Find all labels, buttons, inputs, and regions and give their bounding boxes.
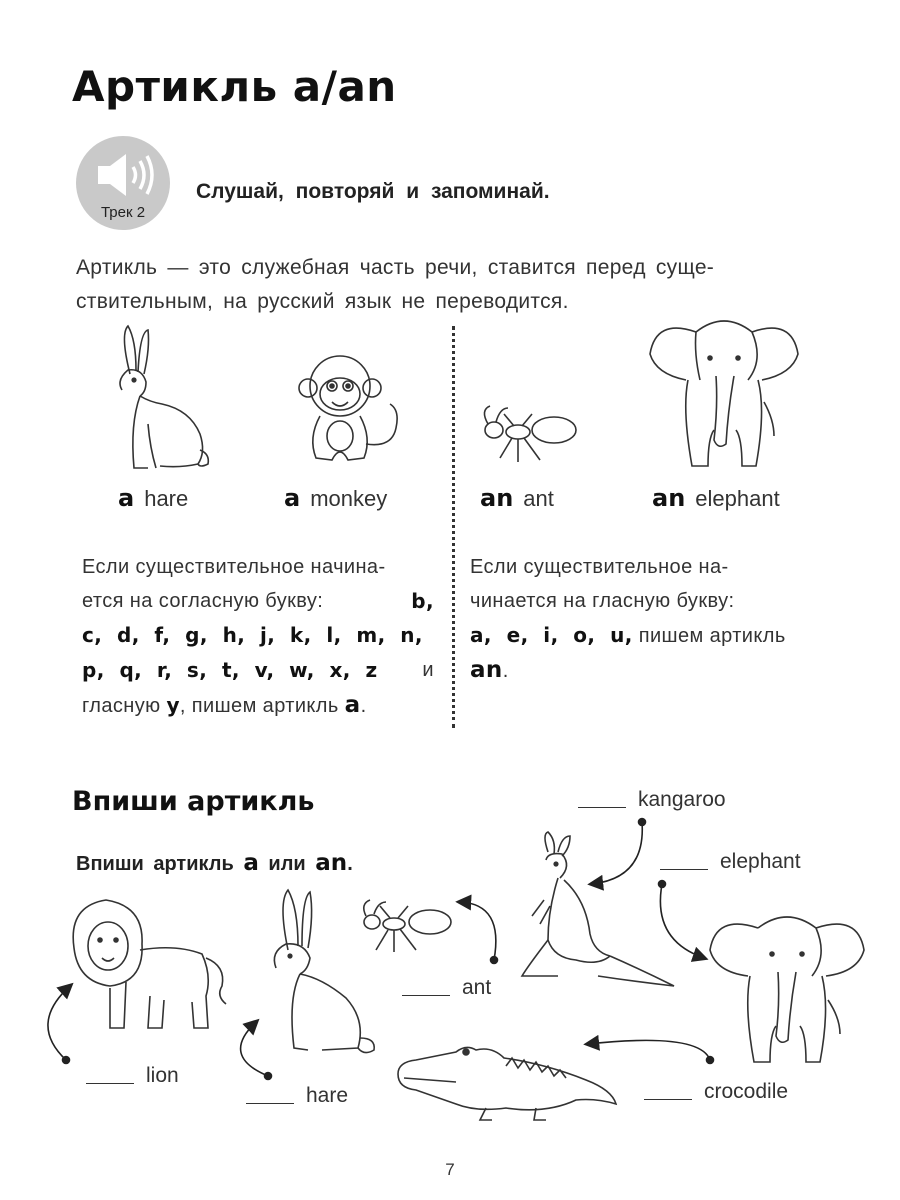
lion-icon	[66, 896, 232, 1036]
column-divider	[452, 326, 455, 728]
speaker-icon	[96, 150, 156, 200]
lion-blank[interactable]: lion	[86, 1064, 179, 1088]
intro-line-1: Артикль — это служебная часть речи, ставится перед суще-	[76, 256, 715, 279]
answer-line[interactable]	[644, 1099, 692, 1100]
example-caption-ant: an ant	[480, 484, 554, 512]
answer-line[interactable]	[86, 1083, 134, 1084]
exercise-instruction: Впиши артикль a или an.	[76, 850, 353, 876]
answer-line[interactable]	[660, 869, 708, 870]
elephant-blank[interactable]: elephant	[660, 850, 801, 874]
monkey-icon	[296, 348, 404, 470]
crocodile-icon	[396, 1038, 618, 1122]
kangaroo-blank[interactable]: kangaroo	[578, 788, 726, 812]
page-title: Артикль a/an	[72, 62, 397, 111]
answer-line[interactable]	[578, 807, 626, 808]
kangaroo-icon	[518, 830, 676, 990]
intro-line-2: ствительным, на русский язык не переводится.	[76, 290, 569, 313]
crocodile-blank[interactable]: crocodile	[644, 1080, 788, 1104]
example-caption-hare: a hare	[118, 484, 189, 512]
ant-exercise-icon	[358, 898, 454, 956]
answer-line[interactable]	[402, 995, 450, 996]
rule-a-text: Если существительное начина- ется на согласную букву: b, c, d, f, g, h, j, k, l, m, n, p, q, r, s, t, v, w, x, z и гласную y, пишем артикль a.	[82, 556, 434, 718]
ant-icon	[478, 404, 580, 466]
exercise-heading: Впиши артикль	[72, 786, 315, 817]
listen-instruction: Слушай, повторяй и запоминай.	[196, 180, 550, 203]
ant-blank[interactable]: ant	[402, 976, 491, 1000]
hare-blank[interactable]: hare	[246, 1084, 348, 1108]
elephant-exercise-icon	[708, 904, 866, 1066]
answer-line[interactable]	[246, 1103, 294, 1104]
track-label: Трек 2	[100, 204, 146, 221]
elephant-icon	[648, 310, 800, 470]
page-number: 7	[445, 1160, 455, 1179]
hare-icon	[100, 324, 212, 472]
example-caption-monkey: a monkey	[284, 484, 388, 512]
rule-an-text: Если существительное на- чинается на гласную букву: a, e, i, o, u, пишем артикль an.	[470, 556, 786, 683]
example-caption-elephant: an elephant	[652, 484, 780, 512]
kangaroo-arrow-dot	[639, 819, 646, 826]
